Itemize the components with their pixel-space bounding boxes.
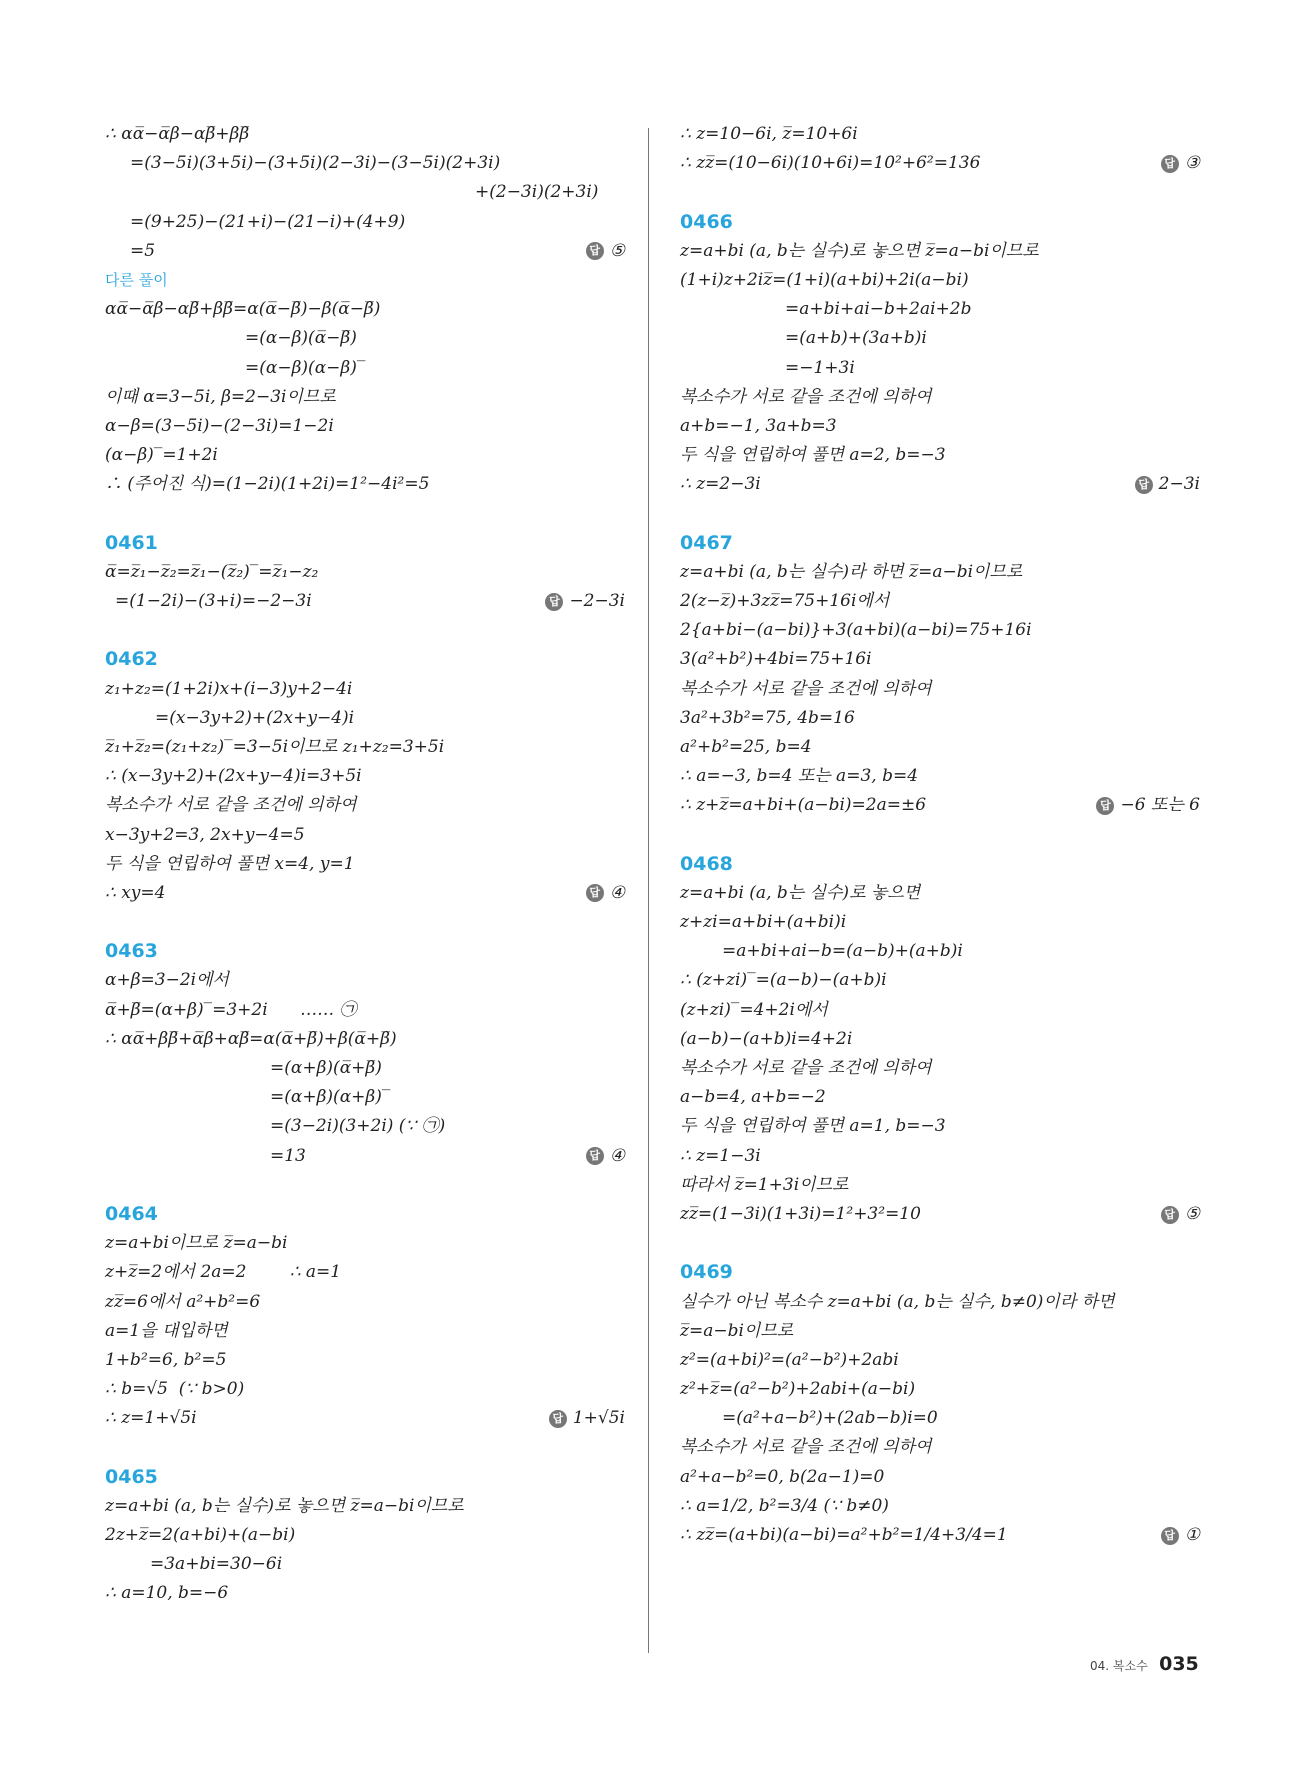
line-text: ∴ a=1/2, b²=3/4 (∵ b≠0) xyxy=(680,1495,889,1516)
solution-line xyxy=(680,879,1200,908)
line-text: a²+a−b²=0, b(2a−1)=0 xyxy=(680,1466,885,1487)
solution-line xyxy=(105,441,625,470)
solution-line xyxy=(105,1317,625,1346)
solution-line xyxy=(680,149,1200,178)
answer-badge-icon: 답 xyxy=(549,1410,567,1428)
page-footer xyxy=(1090,1653,1199,1675)
line-text: ∴ zz̅=(a+bi)(a−bi)=a²+b²=1/4+3/4=1 xyxy=(680,1525,1008,1545)
answer-value: ⑤ xyxy=(1184,1203,1200,1224)
section-gap xyxy=(680,821,1200,850)
line-text: ∴ xy=4 xyxy=(105,882,166,903)
answer xyxy=(549,1404,625,1433)
solution-line xyxy=(105,1521,625,1550)
line-text: zz̅=6에서 a²+b²=6 xyxy=(105,1291,261,1312)
line-text: =(a+b)+(3a+b)i xyxy=(785,328,927,349)
answer-value: 1+√5i xyxy=(572,1408,625,1429)
solution-line xyxy=(105,1229,625,1258)
solution-line xyxy=(680,1112,1200,1141)
solution-line xyxy=(105,1288,625,1317)
section-gap xyxy=(105,1171,625,1200)
page-number: 035 xyxy=(1159,1653,1199,1675)
line-text: α̅+β̅=(α+β)‾=3+2i …… ㉠ xyxy=(105,999,357,1020)
solution-line xyxy=(680,1317,1200,1346)
line-text: =(α−β)(α̅−β̅) xyxy=(245,328,357,349)
line-text: 복소수가 서로 같을 조건에 의하여 xyxy=(680,386,932,407)
line-text: 복소수가 서로 같을 조건에 의하여 xyxy=(680,1058,932,1078)
left-column xyxy=(105,120,625,1609)
line-text: z̅₁+z̅₂=(z₁+z₂)‾=3−5i이므로 z₁+z₂=3+5i xyxy=(105,736,445,757)
solution-line xyxy=(105,821,625,850)
answer-badge-icon: 답 xyxy=(1161,1206,1179,1224)
solution-line xyxy=(105,1054,625,1083)
solution-line xyxy=(105,1112,625,1141)
solution-line xyxy=(105,704,625,733)
solution-line xyxy=(105,1550,625,1579)
line-text: 2{a+bi−(a−bi)}+3(a+bi)(a−bi)=75+16i xyxy=(680,620,1032,641)
solution-line xyxy=(680,470,1200,499)
answer-value: ④ xyxy=(609,882,625,903)
solution-line xyxy=(680,237,1200,266)
solution-line xyxy=(680,762,1200,791)
line-text: α−β=(3−5i)−(2−3i)=1−2i xyxy=(105,415,334,436)
line-text: ∴ z=1−3i xyxy=(680,1145,761,1166)
answer-badge-icon: 답 xyxy=(586,884,604,902)
problem-number: 0469 xyxy=(680,1261,733,1284)
answer-value: ① xyxy=(1184,1525,1200,1545)
solution-line xyxy=(680,266,1200,295)
solution-line xyxy=(680,645,1200,674)
line-text: z=a+bi (a, b는 실수)로 놓으면 z̅=a−bi이므로 xyxy=(680,240,1039,261)
answer xyxy=(545,587,625,616)
line-text: =(1−2i)−(3+i)=−2−3i xyxy=(115,591,312,611)
solution-line xyxy=(105,966,625,995)
solution-line xyxy=(105,791,625,820)
line-text: ∴ (주어진 식)=(1−2i)(1+2i)=1²−4i²=5 xyxy=(105,474,430,495)
solution-line xyxy=(105,412,625,441)
line-text: 복소수가 서로 같을 조건에 의하여 xyxy=(680,1437,932,1458)
line-text: ∴ z=10−6i, z̅=10+6i xyxy=(680,124,858,144)
answer xyxy=(1161,149,1200,178)
answer xyxy=(1096,791,1200,820)
solution-line xyxy=(680,1404,1200,1433)
line-text: 2(z−z̅)+3zz̅=75+16i에서 xyxy=(680,591,890,611)
line-text: 3(a²+b²)+4bi=75+16i xyxy=(680,649,872,670)
line-text: (α−β)‾=1+2i xyxy=(105,445,218,466)
line-text: 3a²+3b²=75, 4b=16 xyxy=(680,707,855,728)
line-text: ∴ (z+zi)‾=(a−b)−(a+b)i xyxy=(680,970,887,991)
solution-line xyxy=(680,412,1200,441)
line-text: zz̅=(1−3i)(1+3i)=1²+3²=10 xyxy=(680,1203,921,1224)
line-text: α+β=3−2i에서 xyxy=(105,970,229,991)
line-text: 다른 풀이 xyxy=(105,270,168,289)
answer xyxy=(586,1142,625,1171)
solution-line xyxy=(680,295,1200,324)
line-text: a=1을 대입하면 xyxy=(105,1320,228,1341)
solution-line xyxy=(105,149,625,178)
answer-badge-icon: 답 xyxy=(1161,1527,1179,1545)
line-text: z+z̅=2에서 2a=2 ∴ a=1 xyxy=(105,1262,342,1283)
solution-line xyxy=(105,733,625,762)
solution-line xyxy=(105,996,625,1025)
answer-badge-icon: 답 xyxy=(1096,797,1114,815)
solution-line xyxy=(680,1054,1200,1083)
solution-line xyxy=(680,996,1200,1025)
answer xyxy=(1161,1200,1200,1229)
answer-badge-icon: 답 xyxy=(545,593,563,611)
solution-line xyxy=(680,1375,1200,1404)
problem-number: 0463 xyxy=(105,940,158,963)
solution-line xyxy=(105,850,625,879)
line-text: ∴ αα̅+ββ̅+α̅β+αβ̅=α(α̅+β̅)+β(α̅+β̅) xyxy=(105,1028,397,1049)
answer xyxy=(1135,470,1200,499)
solution-line xyxy=(680,704,1200,733)
alternative-solution-heading xyxy=(105,266,625,295)
line-text: 복소수가 서로 같을 조건에 의하여 xyxy=(105,795,357,816)
line-text: z+zi=a+bi+(a+bi)i xyxy=(680,912,847,933)
line-text: =(3−5i)(3+5i)−(3+5i)(2−3i)−(3−5i)(2+3i) xyxy=(130,153,501,174)
solution-line xyxy=(680,558,1200,587)
section-gap xyxy=(680,499,1200,528)
line-text: z₁+z₂=(1+2i)x+(i−3)y+2−4i xyxy=(105,678,353,699)
line-text: a−b=4, a+b=−2 xyxy=(680,1087,826,1108)
line-text: =−1+3i xyxy=(785,357,855,378)
solution-line xyxy=(680,441,1200,470)
line-text: x−3y+2=3, 2x+y−4=5 xyxy=(105,824,305,845)
line-text: =(3−2i)(3+2i) (∵ ㉠) xyxy=(270,1116,446,1137)
line-text: ∴ a=−3, b=4 또는 a=3, b=4 xyxy=(680,766,919,787)
line-text: +(2−3i)(2+3i) xyxy=(475,182,599,203)
line-text: z=a+bi (a, b는 실수)로 놓으면 z̅=a−bi이므로 xyxy=(105,1495,464,1516)
answer-value: −2−3i xyxy=(569,591,625,611)
line-text: =(α+β)(α̅+β̅) xyxy=(270,1058,382,1078)
problem-number: 0464 xyxy=(105,1202,158,1225)
section-gap xyxy=(105,1433,625,1462)
answer-value: ④ xyxy=(609,1145,625,1166)
line-text: 따라서 z̅=1+3i이므로 xyxy=(680,1174,849,1195)
line-text: 1+b²=6, b²=5 xyxy=(105,1349,227,1370)
line-text: z²=(a+bi)²=(a²−b²)+2abi xyxy=(680,1349,899,1370)
solution-line xyxy=(105,587,625,616)
line-text: =a+bi+ai−b+2ai+2b xyxy=(785,299,972,320)
line-text: =(9+25)−(21+i)−(21−i)+(4+9) xyxy=(130,211,406,232)
solution-line xyxy=(105,558,625,587)
solution-line xyxy=(105,178,625,207)
solution-line xyxy=(105,1346,625,1375)
answer-badge-icon: 답 xyxy=(1161,155,1179,173)
solution-line xyxy=(105,1375,625,1404)
answer-value: ③ xyxy=(1184,153,1200,174)
line-text: ∴ z=2−3i xyxy=(680,474,761,495)
solution-line xyxy=(680,1025,1200,1054)
line-text: 두 식을 연립하여 풀면 x=4, y=1 xyxy=(105,853,355,874)
line-text: =(x−3y+2)+(2x+y−4)i xyxy=(155,707,355,728)
line-text: =(α−β)(α−β)‾ xyxy=(245,357,366,378)
problem-number: 0466 xyxy=(680,210,733,233)
solution-line xyxy=(105,237,625,266)
line-text: α̅=z̅₁−z̅₂=z̅₁−(z̅₂)‾=z̅₁−z₂ xyxy=(105,561,319,582)
solution-line xyxy=(680,1521,1200,1550)
solution-line xyxy=(680,120,1200,149)
solution-line xyxy=(680,1463,1200,1492)
answer xyxy=(586,879,625,908)
solution-line xyxy=(105,675,625,704)
solution-line xyxy=(105,295,625,324)
solution-line xyxy=(105,383,625,412)
answer-value: ⑤ xyxy=(609,240,625,261)
line-text: ∴ (x−3y+2)+(2x+y−4)i=3+5i xyxy=(105,766,362,787)
line-text: 실수가 아닌 복소수 z=a+bi (a, b는 실수, b≠0)이라 하면 xyxy=(680,1291,1115,1312)
solution-line xyxy=(105,120,625,149)
solution-line xyxy=(680,733,1200,762)
solution-line xyxy=(680,324,1200,353)
line-text: 두 식을 연립하여 풀면 a=2, b=−3 xyxy=(680,445,946,466)
chapter-label: 04. 복소수 xyxy=(1090,1659,1148,1673)
problem-number: 0462 xyxy=(105,648,158,671)
solution-line xyxy=(680,1433,1200,1462)
solution-line xyxy=(105,1025,625,1054)
line-text: 2z+z̅=2(a+bi)+(a−bi) xyxy=(105,1525,296,1545)
solution-line xyxy=(680,354,1200,383)
answer-badge-icon: 답 xyxy=(586,242,604,260)
line-text: 이때 α=3−5i, β=2−3i이므로 xyxy=(105,386,336,407)
column-divider xyxy=(648,128,649,1653)
line-text: =5 xyxy=(130,240,156,261)
solution-line xyxy=(105,762,625,791)
line-text: a+b=−1, 3a+b=3 xyxy=(680,415,837,436)
section-gap xyxy=(105,616,625,645)
solution-line xyxy=(105,1579,625,1608)
solution-line xyxy=(680,908,1200,937)
line-text: αα̅−α̅β−αβ̅+ββ̅=α(α̅−β̅)−β(α̅−β̅) xyxy=(105,299,381,320)
line-text: =(a²+a−b²)+(2ab−b)i=0 xyxy=(722,1408,938,1429)
line-text: =13 xyxy=(270,1145,306,1166)
solution-line xyxy=(105,1142,625,1171)
right-column xyxy=(680,120,1200,1550)
line-text: (z+zi)‾=4+2i에서 xyxy=(680,999,828,1020)
solution-line xyxy=(680,1346,1200,1375)
line-text: z=a+bi (a, b는 실수)라 하면 z̅=a−bi이므로 xyxy=(680,561,1023,582)
problem-number: 0461 xyxy=(105,531,158,554)
solution-line xyxy=(680,587,1200,616)
line-text: (1+i)z+2iz̅=(1+i)(a+bi)+2i(a−bi) xyxy=(680,269,969,290)
solution-line xyxy=(105,354,625,383)
solution-line xyxy=(105,1404,625,1433)
line-text: ∴ a=10, b=−6 xyxy=(105,1583,229,1604)
line-text: 두 식을 연립하여 풀면 a=1, b=−3 xyxy=(680,1116,946,1137)
solution-line xyxy=(680,1492,1200,1521)
solution-line xyxy=(680,791,1200,820)
answer-badge-icon: 답 xyxy=(586,1147,604,1165)
line-text: =(α+β)(α+β)‾ xyxy=(270,1087,391,1108)
answer xyxy=(586,237,625,266)
solution-line xyxy=(680,1288,1200,1317)
answer-value: −6 또는 6 xyxy=(1120,795,1200,816)
line-text: z²+z̅=(a²−b²)+2abi+(a−bi) xyxy=(680,1379,916,1400)
line-text: (a−b)−(a+b)i=4+2i xyxy=(680,1028,853,1049)
line-text: a²+b²=25, b=4 xyxy=(680,736,812,757)
problem-number: 0468 xyxy=(680,852,733,875)
solution-line xyxy=(680,1171,1200,1200)
solution-line xyxy=(105,1492,625,1521)
solution-line xyxy=(680,1083,1200,1112)
solution-line xyxy=(105,208,625,237)
solution-line xyxy=(105,879,625,908)
line-text: ∴ αα̅−α̅β−αβ̅+ββ̅ xyxy=(105,124,250,144)
line-text: 복소수가 서로 같을 조건에 의하여 xyxy=(680,678,932,699)
line-text: z=a+bi (a, b는 실수)로 놓으면 xyxy=(680,882,921,903)
section-gap xyxy=(680,1229,1200,1258)
solution-line xyxy=(680,616,1200,645)
line-text: z̅=a−bi이므로 xyxy=(680,1320,794,1341)
solution-line xyxy=(105,1083,625,1112)
problem-number: 0467 xyxy=(680,531,733,554)
line-text: =a+bi+ai−b=(a−b)+(a+b)i xyxy=(722,941,963,962)
solution-line xyxy=(680,383,1200,412)
answer-badge-icon: 답 xyxy=(1135,476,1153,494)
line-text: z=a+bi이므로 z̅=a−bi xyxy=(105,1233,288,1254)
solution-line xyxy=(105,1258,625,1287)
problem-number: 0465 xyxy=(105,1465,158,1488)
solution-line xyxy=(680,937,1200,966)
line-text: ∴ z=1+√5i xyxy=(105,1408,197,1429)
line-text: ∴ z+z̅=a+bi+(a−bi)=2a=±6 xyxy=(680,795,927,816)
solution-line xyxy=(105,324,625,353)
answer xyxy=(1161,1521,1200,1550)
line-text: ∴ b=√5 (∵ b>0) xyxy=(105,1379,245,1400)
section-gap xyxy=(105,499,625,528)
solution-line xyxy=(680,966,1200,995)
solution-line xyxy=(680,675,1200,704)
solution-line xyxy=(680,1142,1200,1171)
line-text: ∴ zz̅=(10−6i)(10+6i)=10²+6²=136 xyxy=(680,153,981,174)
solution-line xyxy=(105,470,625,499)
section-gap xyxy=(105,908,625,937)
answer-value: 2−3i xyxy=(1158,474,1200,495)
line-text: =3a+bi=30−6i xyxy=(150,1554,283,1575)
solution-line xyxy=(680,1200,1200,1229)
section-gap xyxy=(680,178,1200,207)
